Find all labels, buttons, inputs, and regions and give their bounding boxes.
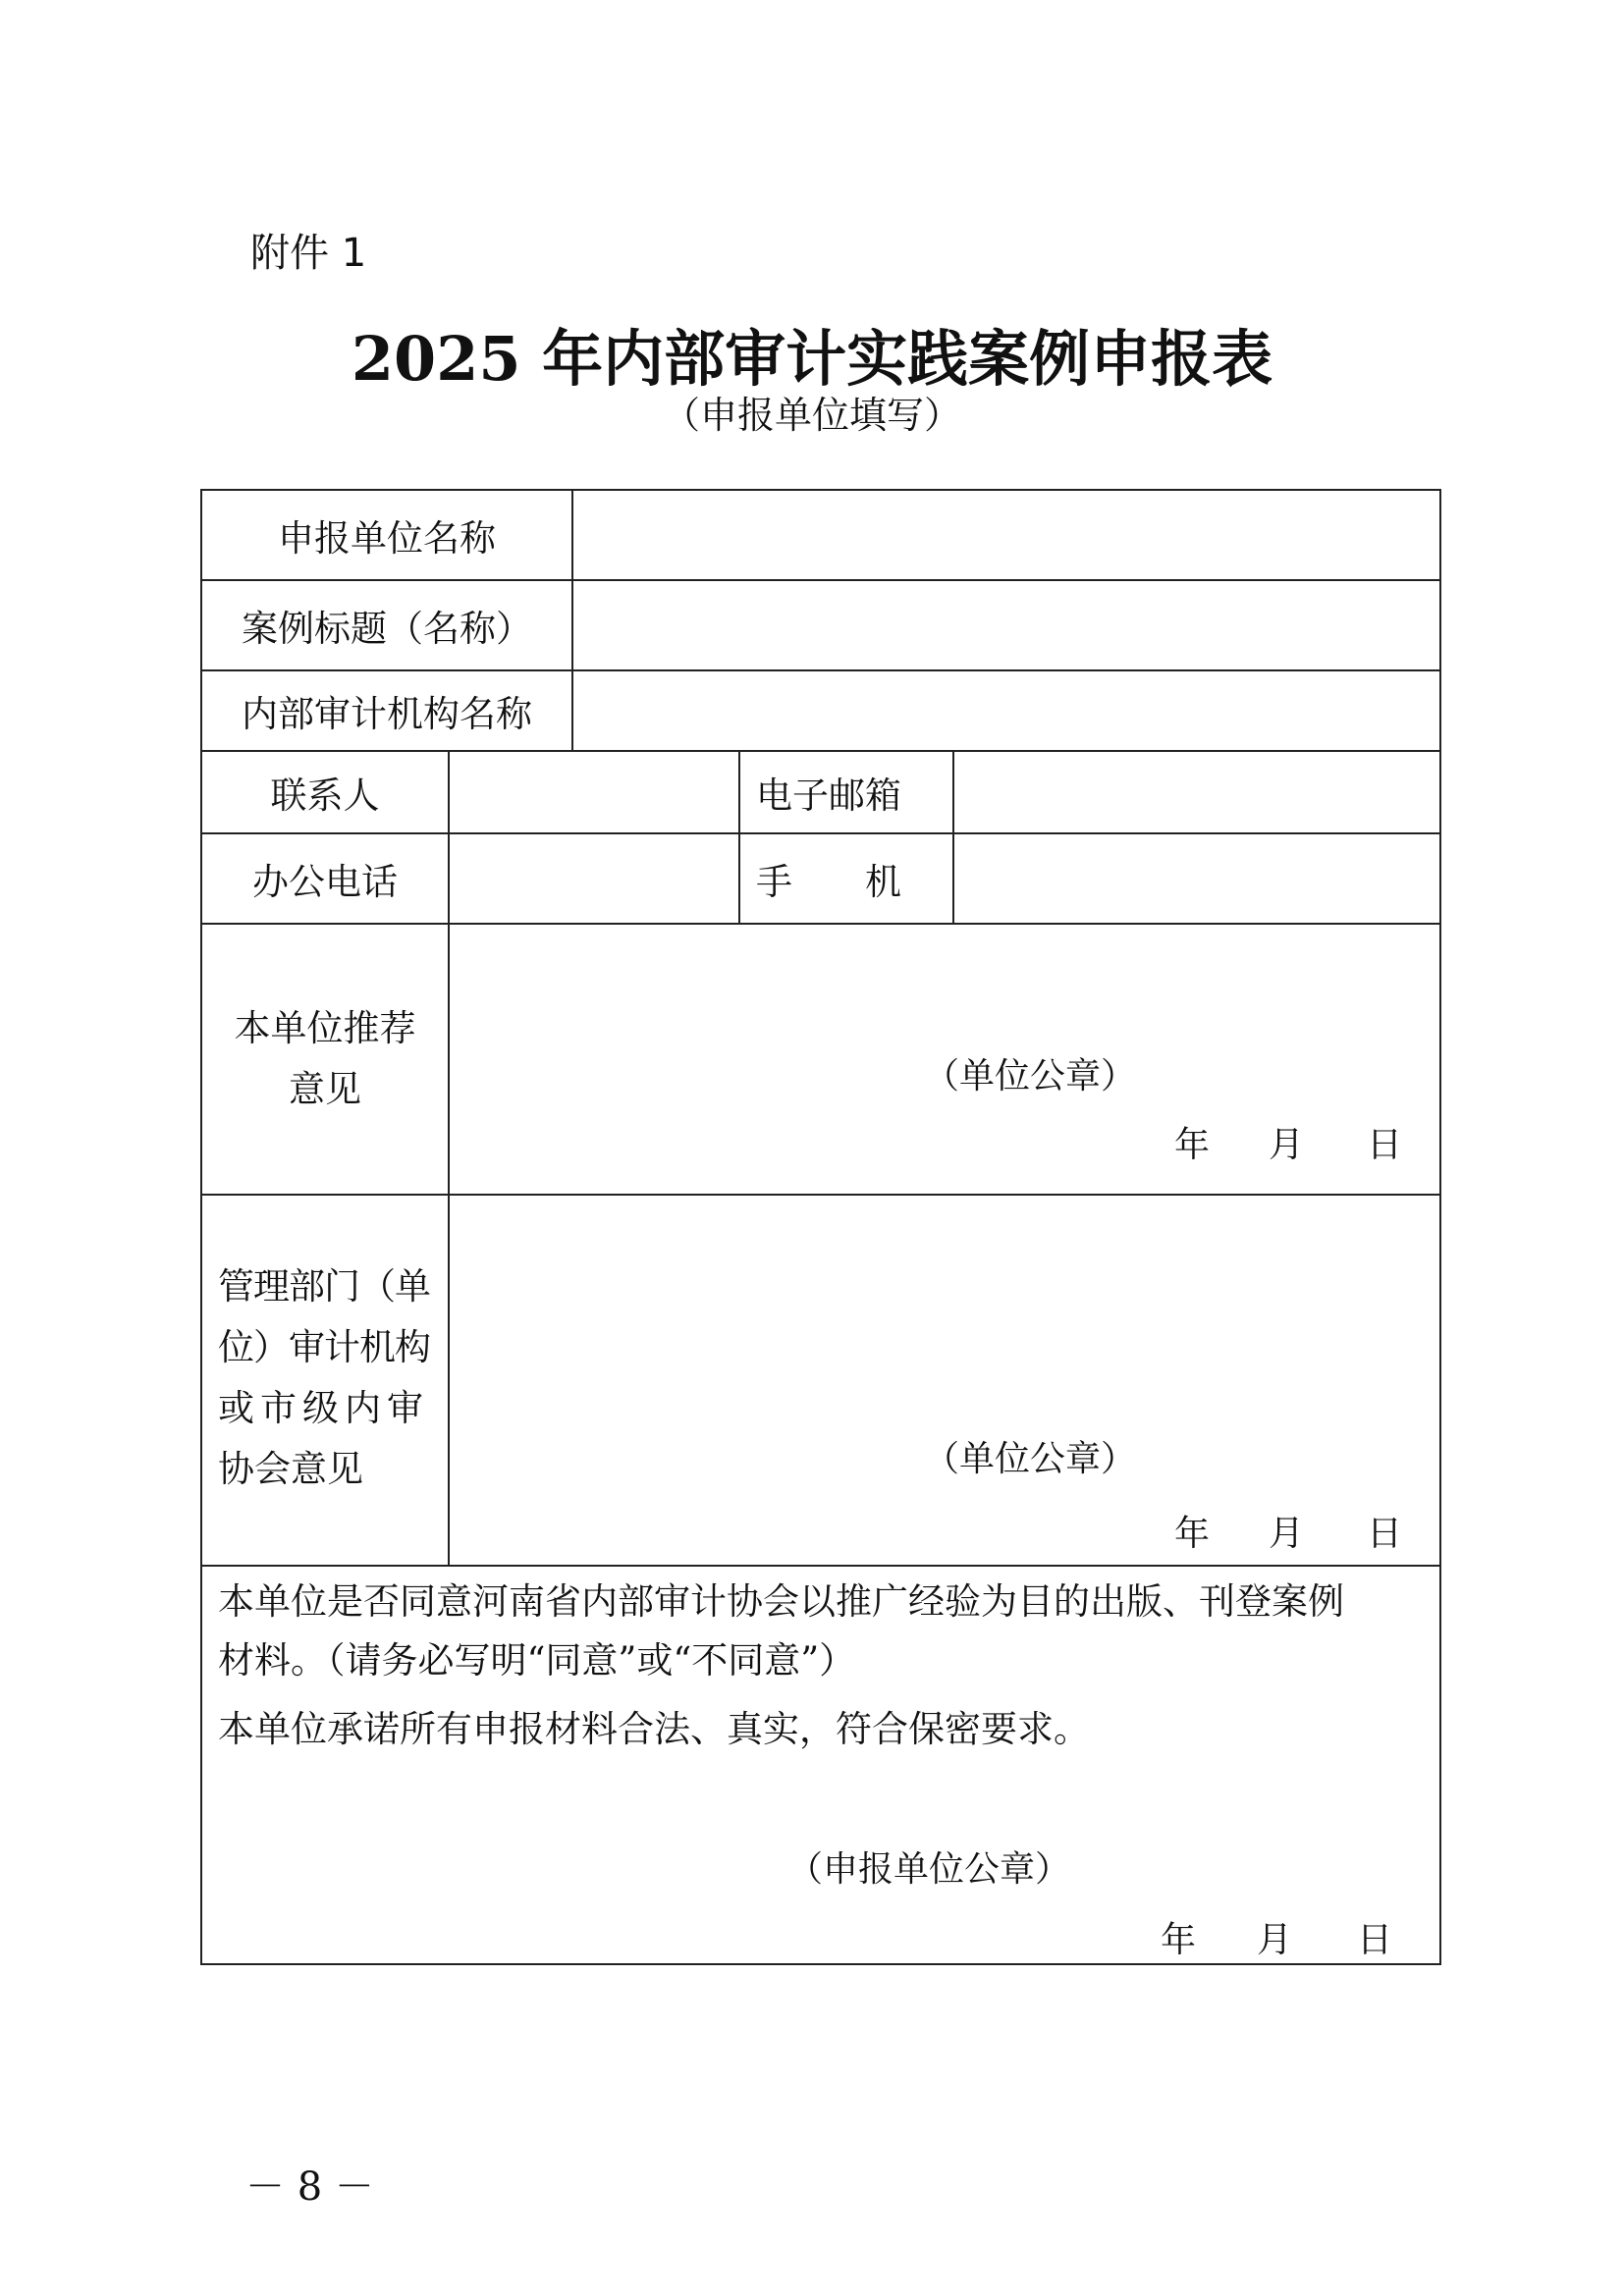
office-phone-field[interactable]	[450, 834, 738, 923]
recommend-label	[202, 925, 448, 1194]
declaration-stamp: （申报单位公章）	[787, 1849, 1071, 1890]
office-phone-label: 办公电话	[252, 861, 398, 903]
case-title-label: 案例标题（名称）	[242, 608, 532, 650]
contact-label: 联系人	[270, 774, 380, 817]
email-label: 电子邮箱	[756, 774, 901, 817]
row-divider	[202, 1565, 1439, 1567]
recommend-label-line: 意见	[289, 1068, 361, 1110]
management-label-line: 管理部门（单	[218, 1265, 430, 1308]
audit-org-field[interactable]	[573, 671, 1439, 750]
recommend-label-line: 本单位推荐	[234, 1007, 416, 1049]
declaration-line: 材料。（请务必写明“同意”或“不同意”）	[218, 1639, 856, 1682]
management-label-line: 或市级内审	[218, 1387, 429, 1429]
attachment-label: 附件 1	[250, 231, 367, 276]
management-stamp: （单位公章）	[924, 1439, 1137, 1479]
management-label	[218, 1256, 444, 1500]
management-label-line: 协会意见	[218, 1448, 363, 1490]
declaration-line: 本单位承诺所有申报材料合法、真实，符合保密要求。	[218, 1708, 1090, 1750]
declaration-line: 本单位是否同意河南省内部审计协会以推广经验为目的出版、刊登案例	[218, 1580, 1344, 1623]
recommend-month: 月	[1269, 1125, 1305, 1165]
email-field[interactable]	[954, 752, 1439, 832]
recommend-day: 日	[1367, 1125, 1403, 1165]
declaration-year: 年	[1161, 1920, 1197, 1960]
declaration-day: 日	[1357, 1920, 1393, 1960]
contact-field[interactable]	[450, 752, 738, 832]
mobile-field[interactable]	[954, 834, 1439, 923]
recommend-year: 年	[1174, 1125, 1211, 1165]
recommend-stamp: （单位公章）	[924, 1056, 1137, 1096]
application-form	[200, 489, 1441, 1965]
page-number: － 8 －	[245, 2164, 374, 2210]
page-title: 2025 年内部审计实践案例申报表	[351, 323, 1273, 395]
management-label-line: 位）审计机构	[218, 1326, 430, 1368]
mobile-label: 手 机	[756, 861, 901, 903]
unit-name-field[interactable]	[573, 491, 1439, 579]
page-subtitle: （申报单位填写）	[662, 394, 961, 437]
audit-org-label: 内部审计机构名称	[242, 693, 532, 735]
management-month: 月	[1269, 1514, 1305, 1554]
declaration-month: 月	[1257, 1920, 1293, 1960]
unit-name-label: 申报单位名称	[278, 517, 496, 560]
management-day: 日	[1367, 1514, 1403, 1554]
case-title-field[interactable]	[573, 581, 1439, 669]
management-year: 年	[1174, 1514, 1211, 1554]
